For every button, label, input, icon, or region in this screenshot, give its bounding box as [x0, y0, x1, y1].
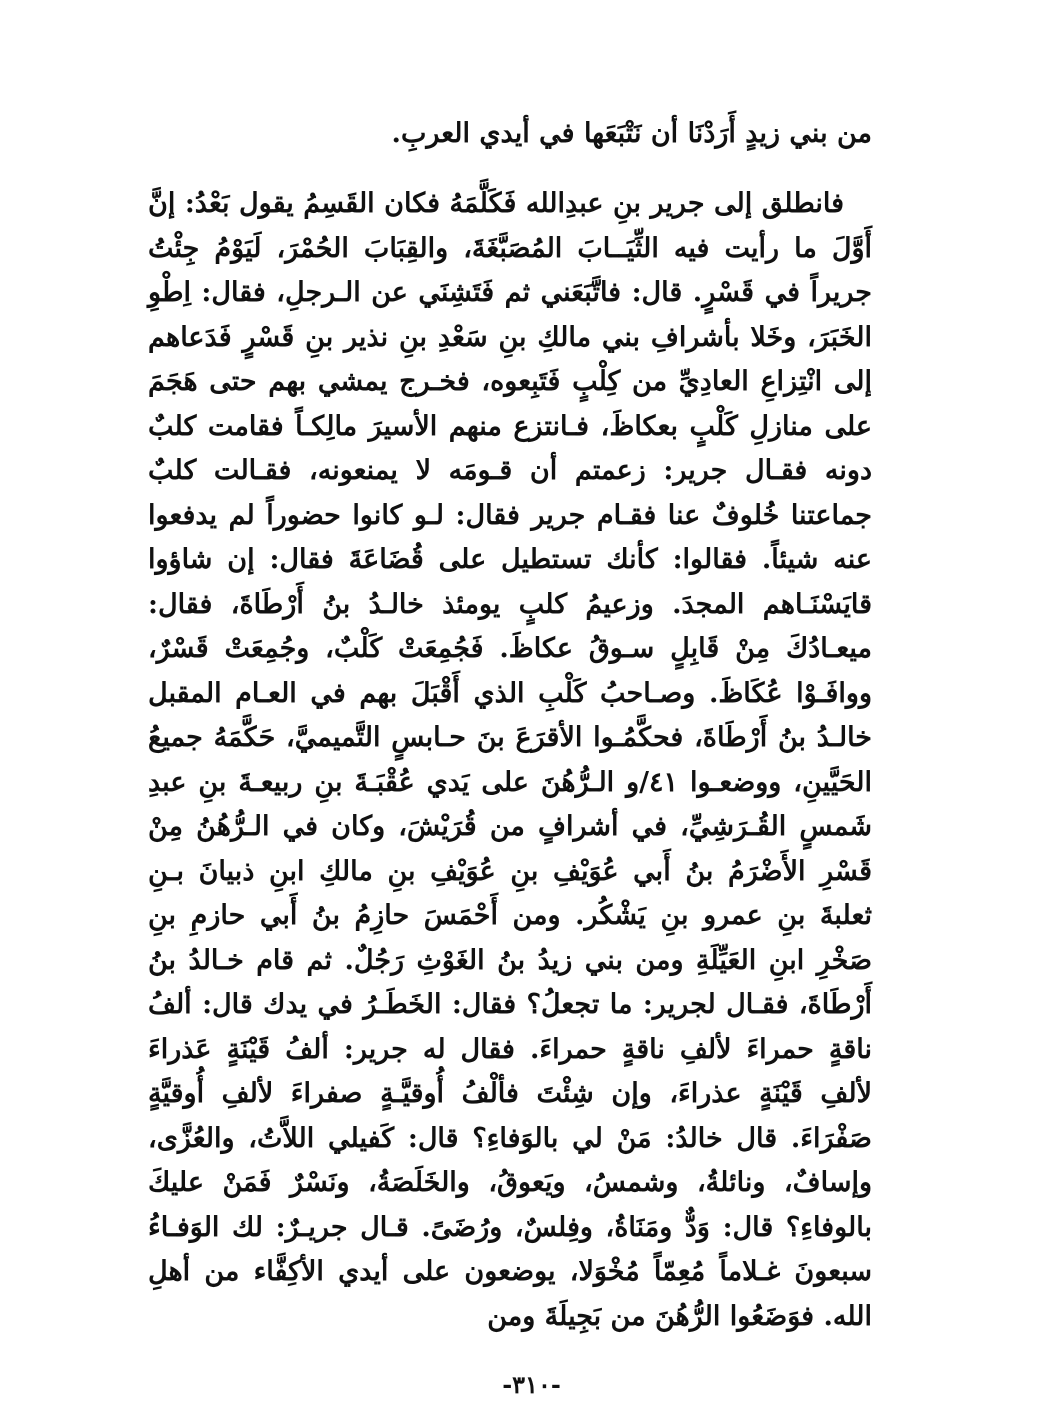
page-number: -٣١٠- [502, 1370, 561, 1399]
text-block-main [148, 182, 872, 1339]
paragraph-2: فانطلق إلى جرير بنِ عبدِالله فَكَلَّمَهُ فكان القَسِمُ يقول بَعْدُ: إنَّ أَوَّلَ ما رأيت فيه الثِّيَــابَ المُصَبَّغَةَ، والقِبَابَ الحُمْرَ، لَيَوْمُ جِئْتُ جريراً في قَسْرٍ. قال: فاتَّبَعَني ثم فَتَشِنَي عن الـرجلِ، فقال: اِطْوِ الخَبَرَ، وخَلا بأشرافِ بني مالكِ بنِ سَعْدِ بنِ نذير بنِ قَسْرٍ فَدَعاهم إلى انْتِزاعِ العادِيِّ من كِلْبٍ فَتَبِعوه، فخـرج يمشي بهم حتى هَجَمَ على منازلِ كَلْبٍ بعكاظَ، فـانتزع منهم الأسيرَ مالِكـاً فقامت كلبٌ دونه فقـال جرير: زعمتم أن قـومَه لا يمنعونه، فقـالت كلبٌ جماعتنا خُلوفٌ عنا فقـام جرير فقال: لـو كانوا حضوراً لم يدفعوا عنه شيئاً. فقالوا: كأنك تستطيل على قُضَاعَةَ فقال: إن شاؤوا قايَسْنَـاهم المجدَ. وزعيمُ كلبٍ يومئذ خالـدُ بنُ أَرْطَاةَ، فقال: ميعـادُكَ مِنْ قَابِلٍ سـوقُ عكاظَ. فَجُمِعَتْ كَلْبٌ، وجُمِعَتْ قَسْرٌ، ووافَـوْا عُكَاظَ. وصـاحبُ كَلْبِ الذي أَقْبَلَ بهم في العـام المقبل خالـدُ بنُ أَرْطَاةَ، فحكَّمُـوا الأقرَعَ بنَ حـابسٍ التَّميميَّ، حَكَّمَهُ جميعُ الحَيَّينِ، ووضعـوا ٤١/و الـرُّهُنَ على يَدي عُقْبَـةَ بنِ ربيعـةَ بنِ عبدِ شَمسٍ القُـرَشِيِّ، في أشرافٍ من قُرَيْشَ، وكان في الـرُّهُنُ مِنْ قَسْرِ الأَضْرَمُ بنُ أَبي عُوَيْفِ بنِ عُوَيْفِ بنِ مالكِ ابنِ ذبيانَ بـنِ ثعلبةَ بنِ عمرو بنِ يَشْكُر. ومن أَحْمَسَ حازِمُ بنُ أَبي حازمِ بنِ صَخْرِ ابنِ العَيِّلَةِ ومن بني زيدُ بنُ الغَوْثِ رَجُلٌ. ثم قام خـالدُ بنُ أَرْطَاةَ، فقـال لجرير: ما تجعلُ؟ فقال: الخَطَـرُ في يدك قال: ألفُ ناقةٍ حمراءَ لألفِ ناقةٍ حمراءَ. فقال له جرير: ألفُ قَيْنَةٍ عَذراءَ لألفِ قَيْنَةٍ عذراءَ، وإن شِئْتَ فألْفُ أُوقيَّـةٍ صفراءَ لألفِ أُوقيَّةٍ صَفْرَاءَ. قال خالدُ: مَنْ لي بالوَفاءِ؟ قال: كَفيلي اللاَّتُ، والعُزَّى، وإسافٌ، ونائلةُ، وشمسُ، ويَعوقُ، والخَلَصَةُ، ونَسْرٌ فَمَنْ عليكَ بالوفاءِ؟ قال: وَدٌّ ومَنَاةُ، وفِلسٌ، ورُضَىً. قـال جريـرٌ: لك الوَفـاءُ سبعونَ غـلاماً مُعِمّاً مُخْوَلا، يوضعون على أيدي الأكِفَّاء من أهلِ الله. فوَضَعُوا الرُّهُنَ من بَجِيلَةَ ومن [148, 188, 872, 1332]
paragraph-1: من بني زيدٍ أَرَدْنَا أن نَتْبَعَها في أيدي العربِ. [391, 118, 872, 149]
text-block-opening [148, 112, 872, 157]
